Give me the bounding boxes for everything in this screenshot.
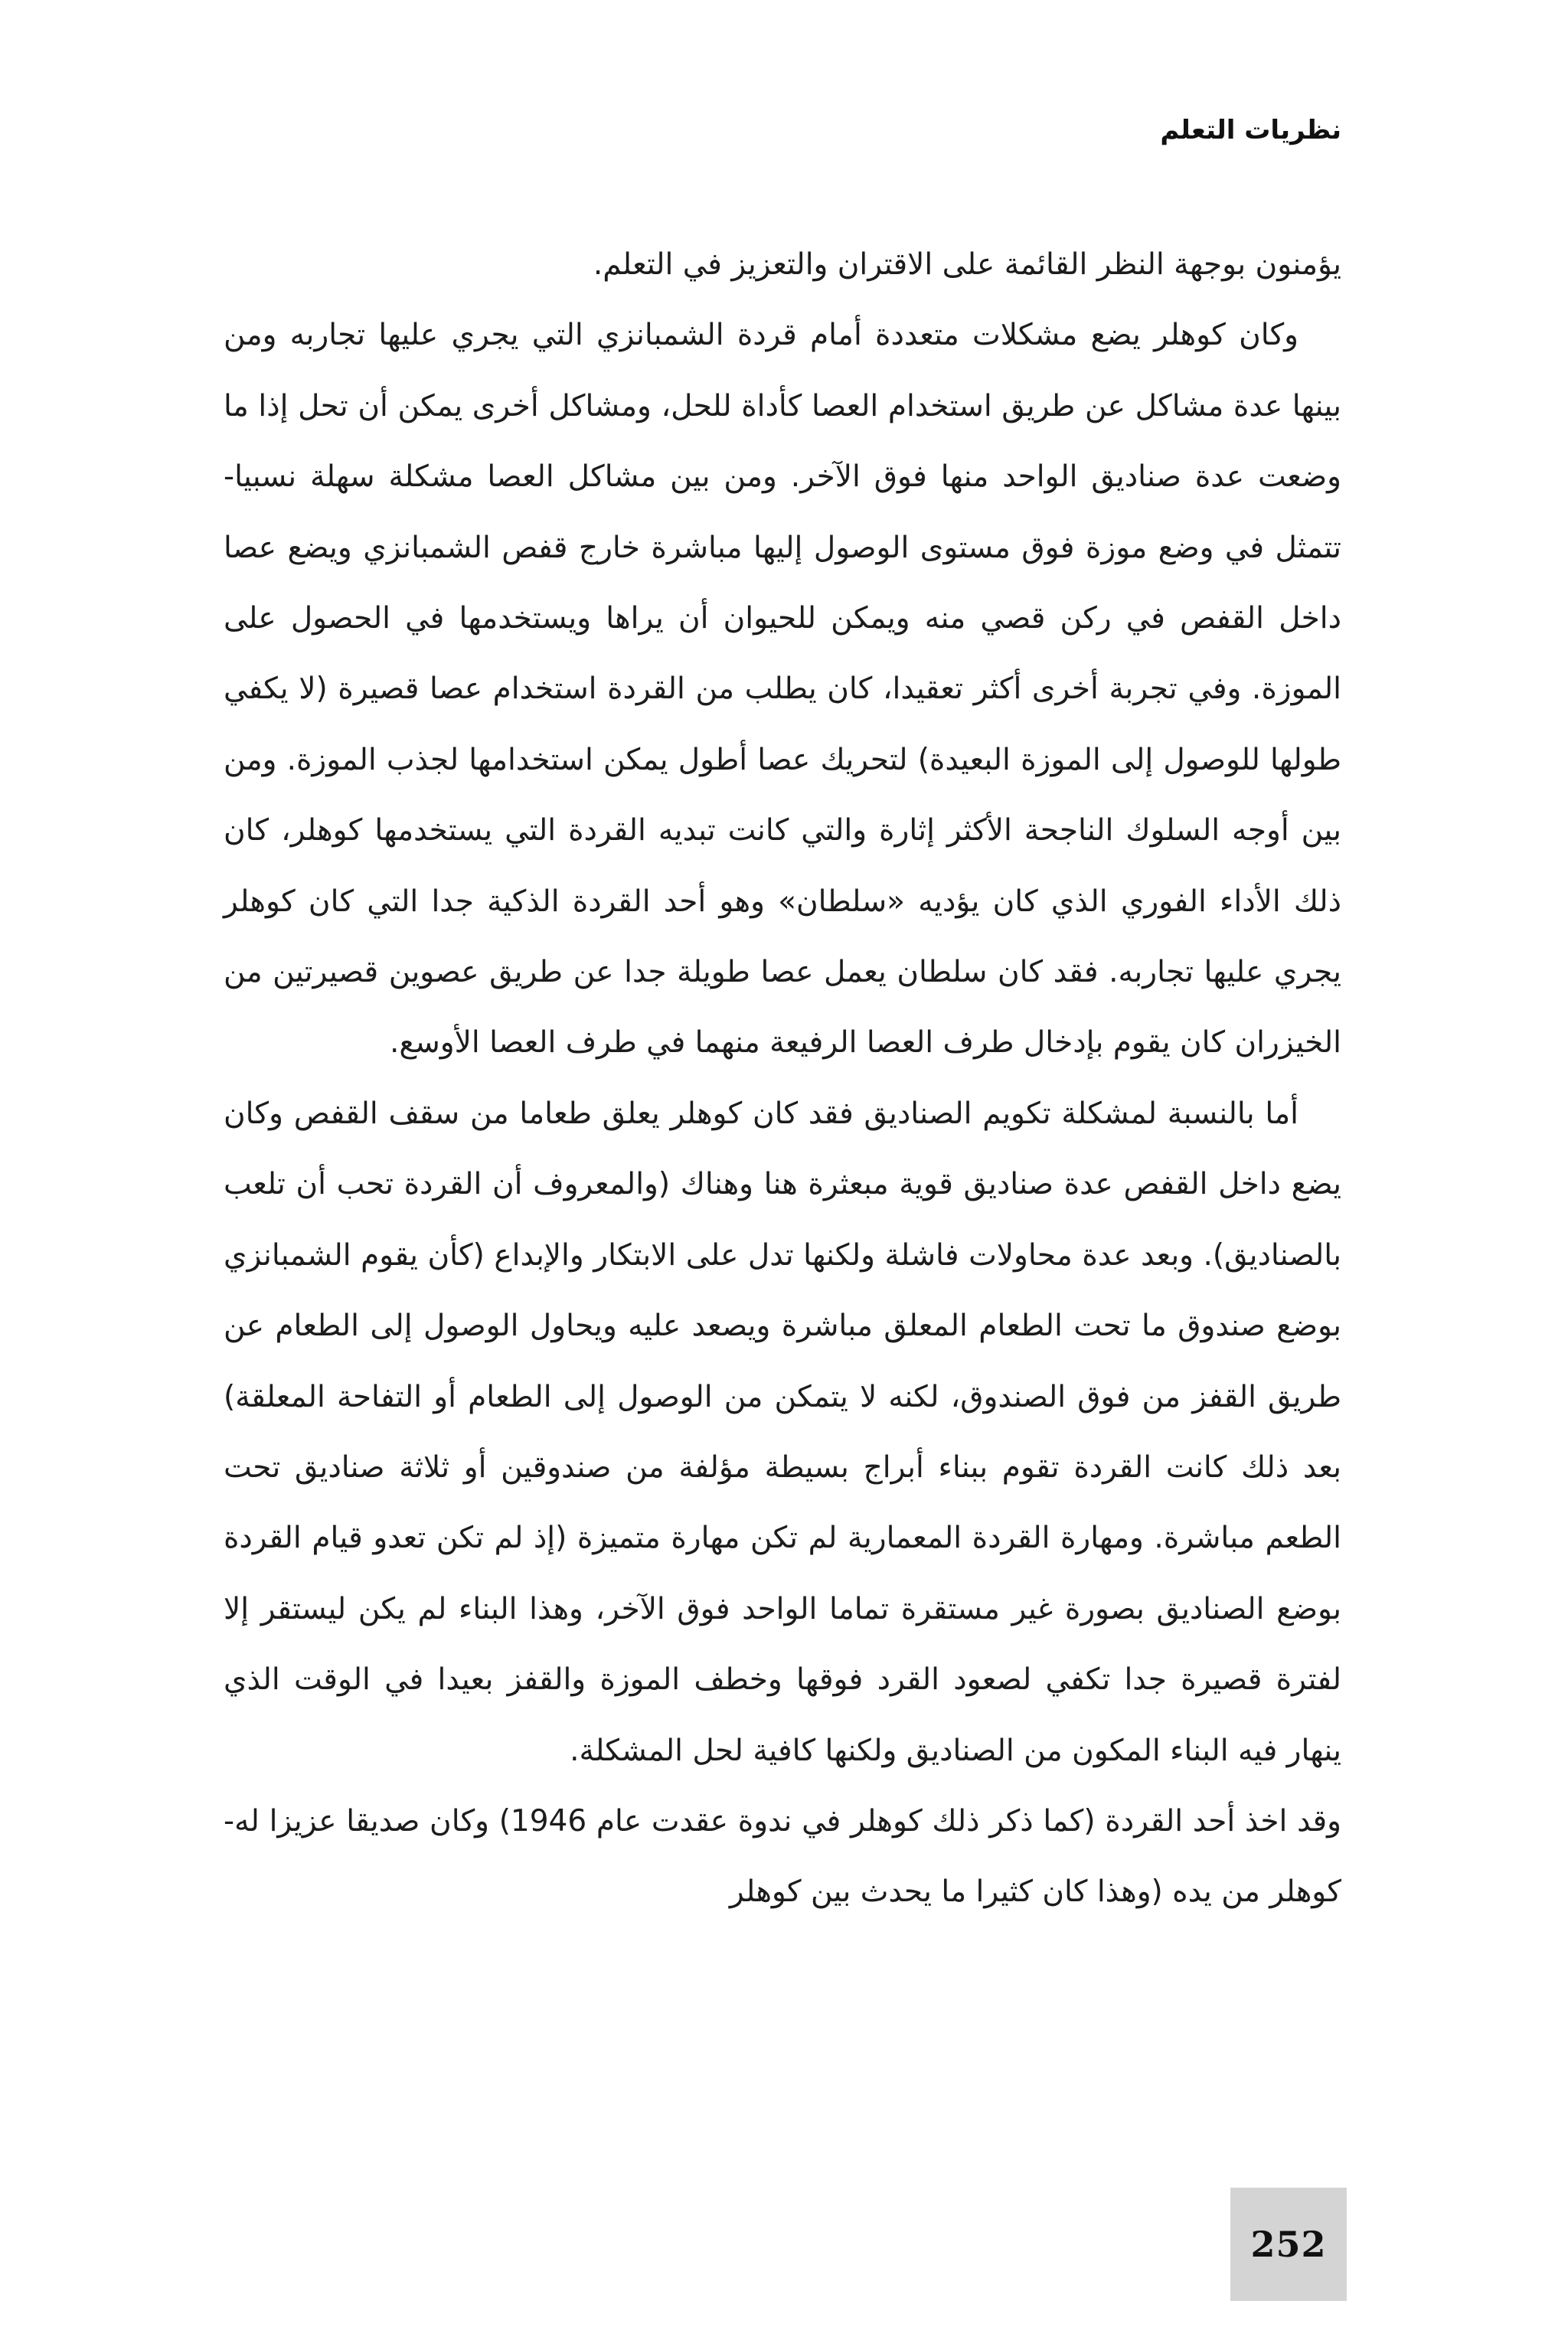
running-header: نظريات التعلم	[1160, 115, 1341, 145]
page-number-box	[1230, 2188, 1347, 2301]
paragraph-2: وكان كوهلر يضع مشكلات متعددة أمام قردة الشمبانزي التي يجري عليها تجاربه ومن بينها عدة مشاكل عن طريق استخدام العصا كأداة للحل، ومشاكل أخرى يمكن أن تحل إذا ما وضعت عدة صناديق الواحد منها فوق الآخر. ومن بين مشاكل العصا مشكلة سهلة نسبيا-تتمثل في وضع موزة فوق مستوى الوصول إليها مباشرة خارج قفص الشمبانزي ويضع عصا داخل القفص في ركن قصي منه ويمكن للحيوان أن يراها ويستخدمها في الحصول على الموزة. وفي تجربة أخرى أكثر تعقيدا، كان يطلب من القردة استخدام عصا قصيرة (لا يكفي طولها للوصول إلى الموزة البعيدة) لتحريك عصا أطول يمكن استخدامها لجذب الموزة. ومن بين أوجه السلوك الناجحة الأكثر إثارة والتي كانت تبديه القردة التي يستخدمها كوهلر، كان ذلك الأداء الفوري الذي كان يؤديه «سلطان» وهو أحد القردة الذكية جدا التي كان كوهلر يجري عليها تجاربه. فقد كان سلطان يعمل عصا طويلة جدا عن طريق عصوين قصيرتين من الخيزران كان يقوم بإدخال طرف العصا الرفيعة منهما في طرف العصا الأوسع.	[224, 318, 1341, 1061]
body-text	[224, 230, 1341, 1928]
paragraph-1: يؤمنون بوجهة النظر القائمة على الاقتران والتعزيز في التعلم.	[593, 247, 1341, 282]
paragraph-4: وقد اخذ أحد القردة (كما ذكر ذلك كوهلر في ندوة عقدت عام 1946) وكان صديقا عزيزا له-كوهلر من يده (وهذا كان كثيرا ما يحدث بين كوهلر	[224, 1803, 1341, 1910]
paragraph-3: أما بالنسبة لمشكلة تكويم الصناديق فقد كان كوهلر يعلق طعاما من سقف القفص وكان يضع داخل القفص عدة صناديق قوية مبعثرة هنا وهناك (والمعروف أن القردة تحب أن تلعب بالصناديق). وبعد عدة محاولات فاشلة ولكنها تدل على الابتكار والإبداع (كأن يقوم الشمبانزي بوضع صندوق ما تحت الطعام المعلق مباشرة ويصعد عليه ويحاول الوصول إلى الطعام عن طريق القفز من فوق الصندوق، لكنه لا يتمكن من الوصول إلى الطعام أو التفاحة المعلقة) بعد ذلك كانت القردة تقوم ببناء أبراج بسيطة مؤلفة من صندوقين أو ثلاثة صناديق تحت الطعم مباشرة. ومهارة القردة المعمارية لم تكن مهارة متميزة (إذ لم تكن تعدو قيام القردة بوضع الصناديق بصورة غير مستقرة تماما الواحد فوق الآخر، وهذا البناء لم يكن ليستقر إلا لفترة قصيرة جدا تكفي لصعود القرد فوقها وخطف الموزة والقفز بعيدا في الوقت الذي ينهار فيه البناء المكون من الصناديق ولكنها كافية لحل المشكلة.	[224, 1096, 1341, 1768]
page-number: 252	[1250, 2224, 1327, 2265]
